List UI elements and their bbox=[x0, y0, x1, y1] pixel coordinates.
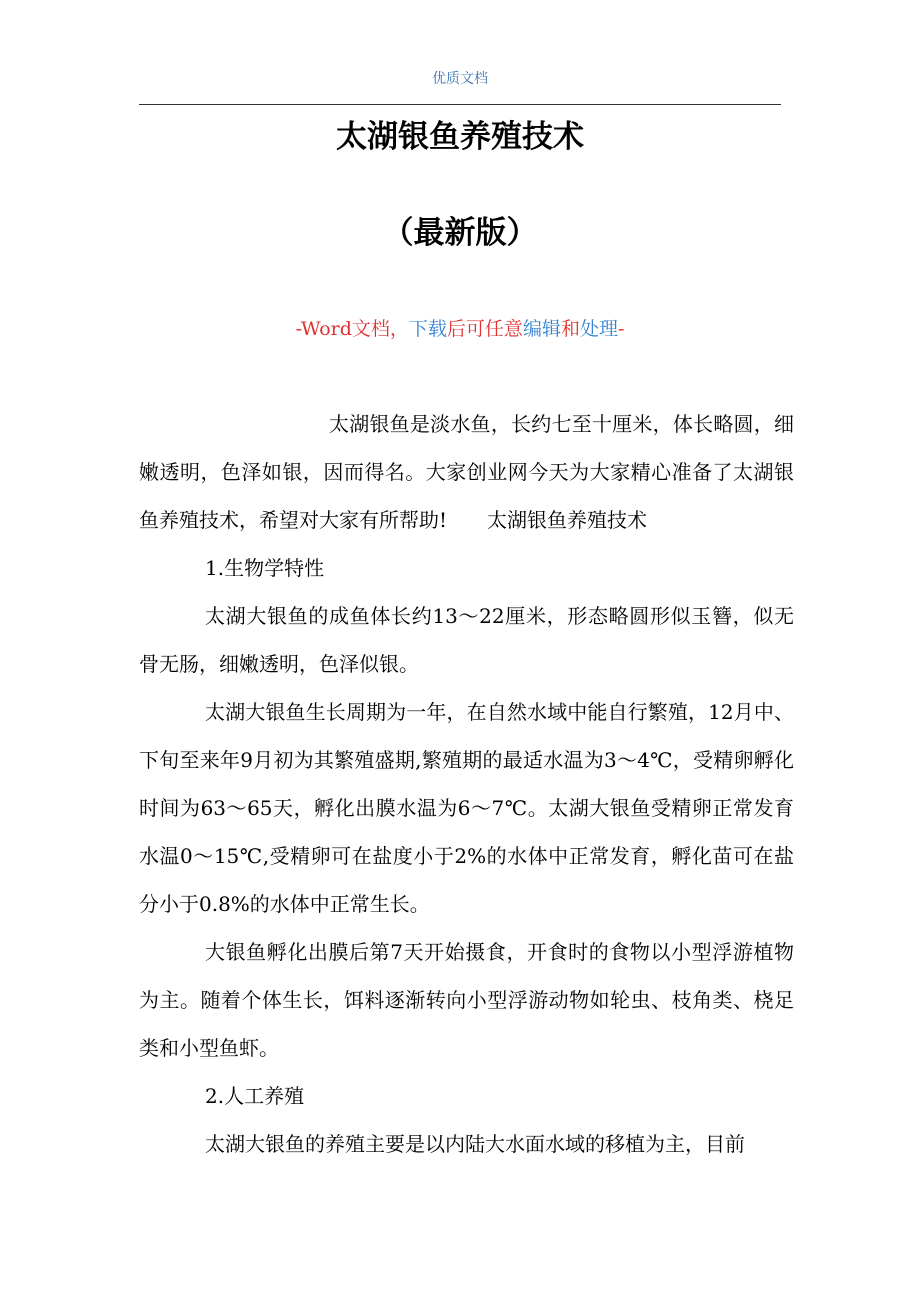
tagline-segment: 和 bbox=[560, 318, 580, 340]
tagline-segment: -Word文档， bbox=[295, 318, 409, 340]
document-title: 太湖银鱼养殖技术 bbox=[336, 119, 584, 155]
intro-inline-heading: 太湖银鱼养殖技术 bbox=[487, 508, 648, 532]
intro-text: 太湖银鱼是淡水鱼，长约七至十厘米，体长略圆，细嫩透明，色泽如银，因而得名。大家创业网今天为大家精心准备了太湖银鱼养殖技术，希望对大家有所帮助! bbox=[139, 412, 794, 532]
paragraph-breeding-method: 太湖大银鱼的养殖主要是以内陆大水面水域的移植为主，目前 bbox=[205, 1132, 745, 1156]
tagline-segment: 下载 bbox=[408, 318, 447, 340]
edit-notice-tagline bbox=[0, 314, 920, 344]
tagline-segment: - bbox=[617, 318, 625, 340]
paragraph-feeding: 大银鱼孵化出膜后第7天开始摄食，开食时的食物以小型浮游植物为主。随着个体生长，饵料逐渐转向小型浮游动物如轮虫、枝角类、桡足类和小型鱼虾。 bbox=[139, 940, 794, 1060]
document-subtitle: （最新版） bbox=[382, 215, 538, 251]
intro-paragraph bbox=[139, 400, 794, 544]
tagline-segment: 处理 bbox=[579, 318, 618, 340]
paragraph-growth-cycle: 太湖大银鱼生长周期为一年，在自然水域中能自行繁殖，12月中、下旬至来年9月初为其繁殖盛期,繁殖期的最适水温为3～4℃，受精卵孵化时间为63～65天，孵化出膜水温为6～7℃。太湖大银鱼受精卵正常发育水温0～15℃,受精卵可在盐度小于2%的水体中正常发育，孵化苗可在盐分小于0.8%的水体中正常生长。 bbox=[139, 700, 794, 916]
header-label: 优质文档 bbox=[432, 71, 488, 87]
paragraph-body-size: 太湖大银鱼的成鱼体长约13～22厘米，形态略圆形似玉簪，似无骨无肠，细嫩透明，色泽似银。 bbox=[139, 604, 794, 676]
tagline-segment: 后可任意 bbox=[446, 318, 523, 340]
section-heading-biology: 1.生物学特性 bbox=[205, 556, 325, 580]
document-body bbox=[139, 400, 794, 1168]
section-heading-artificial-breeding: 2.人工养殖 bbox=[205, 1084, 305, 1108]
tagline-segment: 编辑 bbox=[522, 318, 561, 340]
header-divider bbox=[139, 104, 781, 105]
